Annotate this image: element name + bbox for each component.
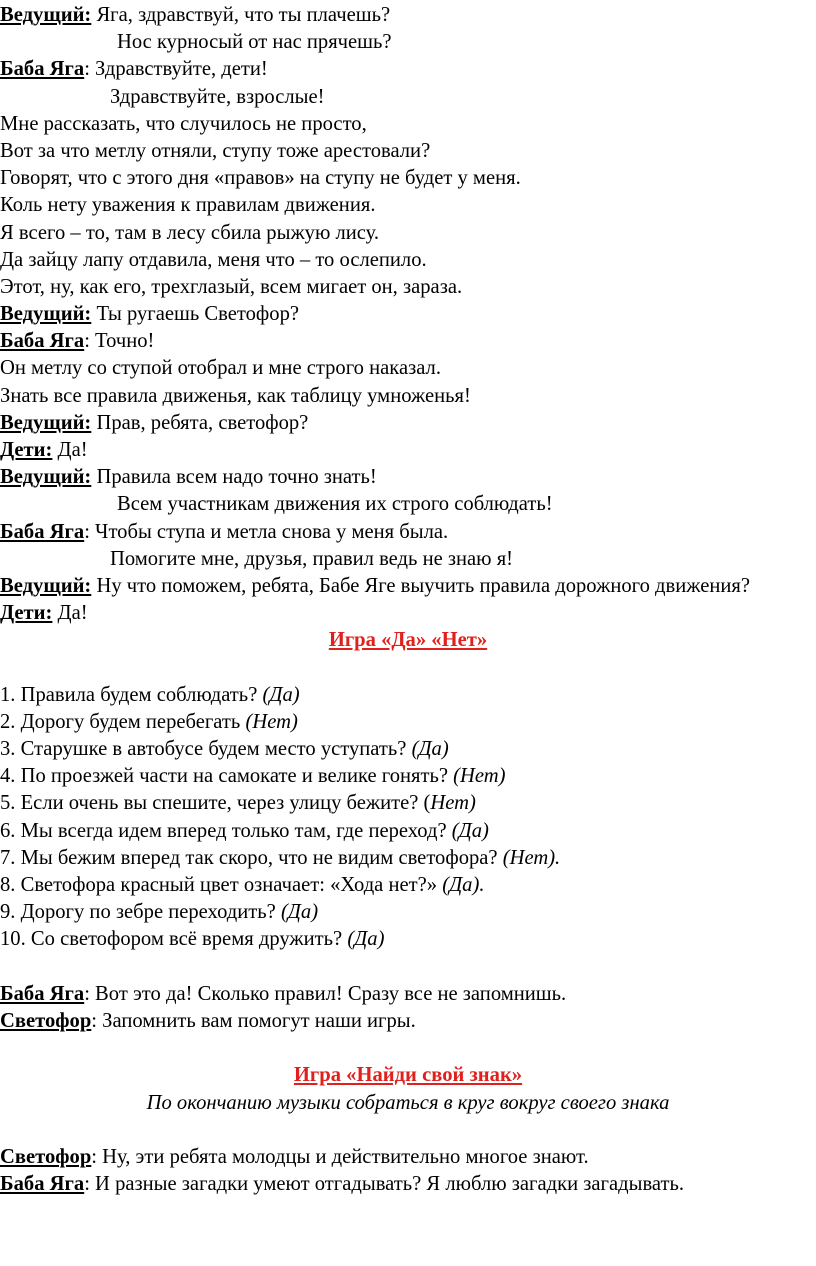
question-text: 4. По проезжей части на самокате и велике гонять? xyxy=(0,765,454,788)
question-text: 5. Если очень вы спешите, через улицу бежите? ( xyxy=(0,792,431,815)
script-line xyxy=(0,383,816,410)
line-text: Говорят, что с этого дня «правов» на ступу не будет у меня. xyxy=(0,167,521,190)
spacer xyxy=(0,655,816,682)
answer-text: (Нет) xyxy=(245,710,298,733)
question-text: 9. Дорогу по зебре переходить? xyxy=(0,901,281,924)
script-line xyxy=(0,274,816,301)
speaker-label: Светофор xyxy=(0,1145,92,1168)
speaker-label: Ведущий: xyxy=(0,411,92,434)
line-text: : И разные загадки умеют отгадывать? Я люблю загадки загадывать. xyxy=(84,1173,685,1196)
line-text: Да! xyxy=(52,602,88,625)
question-item xyxy=(0,845,816,872)
answer-text: (Нет) xyxy=(453,765,506,788)
question-text: 6. Мы всегда идем вперед только там, где переход? xyxy=(0,819,452,842)
answer-text: (Да) xyxy=(411,738,449,761)
script-line xyxy=(0,355,816,382)
speaker-label: Дети: xyxy=(0,439,53,461)
question-item xyxy=(0,736,816,763)
question-item xyxy=(0,926,816,953)
question-item xyxy=(0,899,816,926)
speaker-label: Баба Яга xyxy=(0,520,85,543)
line-text: : Ну, эти ребята молодцы и действительно многое знают. xyxy=(91,1145,589,1168)
question-text: 10. Со светофором всё время дружить? xyxy=(0,928,348,951)
line-text: : Здравствуйте, дети! xyxy=(84,58,268,81)
speaker-label: Ведущий: xyxy=(0,303,92,326)
script-line xyxy=(0,573,810,600)
line-text: Прав, ребята, светофор? xyxy=(91,411,309,434)
script-line xyxy=(0,600,816,627)
game-yes-no-title: Игра «Да» «Нет» xyxy=(328,629,488,652)
script-line xyxy=(0,220,816,247)
line-text: : Запомнить вам помогут наши игры. xyxy=(91,1009,416,1032)
answer-text: (Нет). xyxy=(502,846,561,869)
question-text: 3. Старушке в автобусе будем место уступать? xyxy=(0,738,412,761)
line-text: Всем участникам движения их строго соблюдать! xyxy=(117,493,553,516)
script-line xyxy=(0,410,816,437)
script-line xyxy=(0,546,816,573)
spacer xyxy=(0,954,816,981)
script-line xyxy=(0,519,816,546)
line-text: Коль нету уважения к правилам движения. xyxy=(0,194,376,217)
script-line xyxy=(0,56,816,83)
line-text: : Вот это да! Сколько правил! Сразу все не запомнишь. xyxy=(84,982,567,1005)
line-text: Ну что поможем, ребята, Бабе Яге выучить правила дорожного движения? xyxy=(91,574,750,597)
line-text: Мне рассказать, что случилось не просто, xyxy=(0,112,367,135)
script-line xyxy=(0,111,816,138)
speaker-label: Баба Яга xyxy=(0,330,85,353)
speaker-label: Баба Яга xyxy=(0,982,85,1005)
question-text: 1. Правила будем соблюдать? xyxy=(0,683,263,706)
speaker-label: Ведущий: xyxy=(0,574,92,597)
script-line xyxy=(0,491,816,518)
line-text: Правила всем надо точно знать! xyxy=(91,466,377,489)
script-line xyxy=(0,165,816,192)
answer-text: Нет) xyxy=(430,792,476,815)
line-text: Нос курносый от нас прячешь? xyxy=(117,31,392,54)
script-line xyxy=(0,301,816,328)
script-line xyxy=(0,1008,816,1035)
script-line xyxy=(0,1171,816,1198)
line-text: Знать все правила движенья, как таблицу умноженья! xyxy=(0,384,471,407)
script-line xyxy=(0,192,816,219)
line-text: Ты ругаешь Светофор? xyxy=(91,303,300,326)
speaker-label: Светофор xyxy=(0,1009,92,1032)
speaker-label: Ведущий: xyxy=(0,466,92,489)
speaker-label: Баба Яга xyxy=(0,1173,85,1196)
script-line xyxy=(0,1144,816,1171)
question-item xyxy=(0,818,816,845)
speaker-label: Баба Яга xyxy=(0,58,85,81)
spacer xyxy=(0,1117,816,1144)
spacer xyxy=(0,1035,816,1062)
script-line xyxy=(0,437,816,464)
line-text: Я всего – то, там в лесу сбила рыжую лису. xyxy=(0,221,380,244)
line-text: Он метлу со ступой отобрал и мне строго наказал. xyxy=(0,357,441,380)
line-text: Этот, ну, как его, трехглазый, всем мигает он, зараза. xyxy=(0,275,463,298)
script-line xyxy=(0,138,816,165)
answer-text: (Да). xyxy=(442,874,485,897)
question-item xyxy=(0,763,816,790)
question-item xyxy=(0,790,816,817)
line-text: Здравствуйте, взрослые! xyxy=(110,85,325,108)
line-text: Помогите мне, друзья, правил ведь не знаю я! xyxy=(110,547,514,570)
question-item xyxy=(0,682,816,709)
question-text: 2. Дорогу будем перебегать xyxy=(0,710,246,733)
script-line xyxy=(0,328,816,355)
answer-text: (Да) xyxy=(451,819,489,842)
line-text: Да зайцу лапу отдавила, меня что – то ослепило. xyxy=(0,248,427,271)
speaker-label: Дети: xyxy=(0,602,53,625)
script-line xyxy=(0,247,816,274)
answer-text: (Да) xyxy=(280,901,319,924)
line-text: : Точно! xyxy=(84,330,155,353)
question-item xyxy=(0,872,816,899)
question-item xyxy=(0,709,816,736)
line-text: Вот за что метлу отняли, ступу тоже арестовали? xyxy=(0,139,431,162)
line-text: Яга, здравствуй, что ты плачешь? xyxy=(91,4,391,26)
script-line xyxy=(0,29,816,56)
answer-text: (Да) xyxy=(262,683,300,706)
line-text: Да! xyxy=(52,439,88,461)
line-text: : Чтобы ступа и метла снова у меня была. xyxy=(84,520,449,543)
answer-text: (Да) xyxy=(347,928,385,951)
script-line xyxy=(0,464,816,491)
script-line xyxy=(0,2,816,29)
game-find-sign-subtitle: По окончанию музыки собраться в круг вокруг своего знака xyxy=(146,1091,670,1114)
question-text: 7. Мы бежим вперед так скоро, что не видим светофора? xyxy=(0,846,503,869)
script-line xyxy=(0,981,816,1008)
speaker-label: Ведущий: xyxy=(0,4,92,26)
question-text: 8. Светофора красный цвет означает: «Хода нет?» xyxy=(0,874,443,897)
script-line xyxy=(0,84,816,111)
game-find-sign-title: Игра «Найди свой знак» xyxy=(293,1064,523,1087)
